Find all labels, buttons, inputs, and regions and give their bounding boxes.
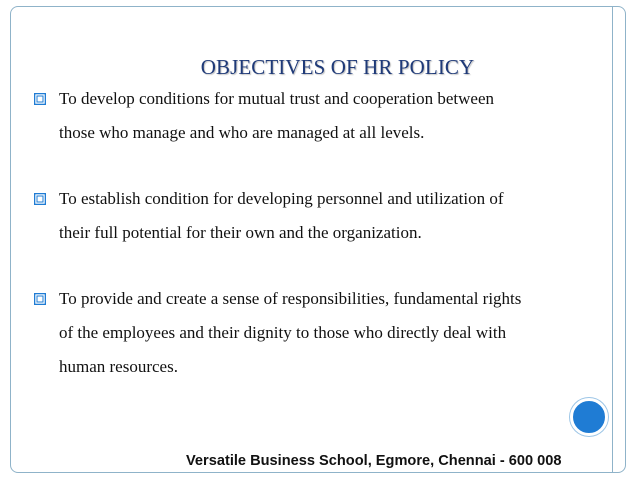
bullet-item [32,282,592,384]
hollow-square-bullet-icon [34,193,46,205]
slide-title [0,55,580,80]
slide-footer: Versatile Business School, Egmore, Chennai - 600 008 [186,453,562,469]
bullet-text-line: To develop conditions for mutual trust and cooperation between [59,89,495,108]
bullet-text-line: their full potential for their own and the organization. [59,223,422,242]
slide-frame-right-line [612,6,613,473]
bullet-item [32,82,592,150]
bullet-text-line: human resources. [59,357,178,376]
slide-title-text: OBJECTIVES OF HR POLICY [200,55,475,79]
bullet-text-line: To provide and create a sense of responsibilities, fundamental rights [59,289,522,308]
bullet-item [32,182,592,250]
hollow-square-bullet-icon [34,293,46,305]
hollow-square-bullet-icon [34,93,46,105]
bullet-list [32,89,592,384]
bullet-text-line: of the employees and their dignity to those who directly deal with [59,323,507,342]
bullet-text-line: To establish condition for developing personnel and utilization of [59,189,504,208]
blue-circle-icon [570,398,608,436]
bullet-text-line: those who manage and who are managed at all levels. [59,123,425,142]
